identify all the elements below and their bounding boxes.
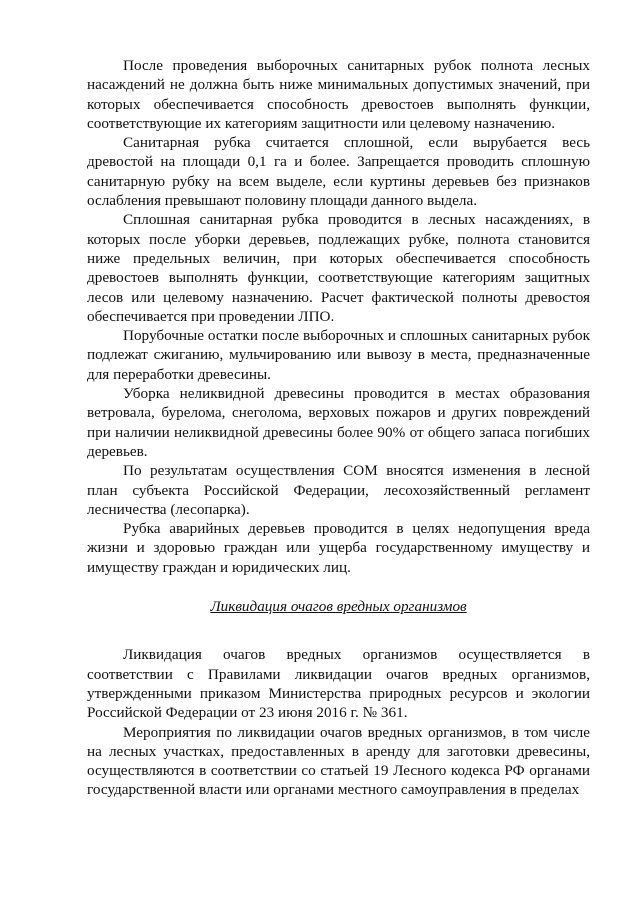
paragraph-clear-sanitary-felling-definition: Санитарная рубка считается сплошной, если вырубается весь древостой на площади 0,1 га и более. Запрещается проводить сплошную санитарную рубку на всем выделе, если куртины деревьев без признаков ослабления превышают половину площади данного выдела.	[87, 134, 590, 210]
paragraph-selective-felling-density: После проведения выборочных санитарных рубок полнота лесных насаждений не должна быть ниже минимальных допустимых значений, при которых обеспечивается способность древостоев выполнять функции, соответствующие их категориям защитности или целевому назначению.	[87, 57, 590, 132]
paragraph-hazard-trees: Рубка аварийных деревьев проводится в целях недопущения вреда жизни и здоровью граждан или ущерба государственному имуществу и имуществу граждан и юридических лиц.	[87, 520, 590, 576]
document-body	[87, 56, 590, 800]
paragraph-pest-elimination-measures: Мероприятия по ликвидации очагов вредных организмов, в том числе на лесных участках, предоставленных в аренду для заготовки древесины, осуществляются в соответствии со статьей 19 Лесного кодекса РФ органами государственной власти или органами местного самоуправления в пределах	[87, 723, 590, 799]
paragraph-pest-elimination-rules: Ликвидация очагов вредных организмов осуществляется в соответствии с Правилами ликвидации очагов вредных организмов, утвержденными приказом Министерства природных ресурсов и экологии Российской Федерации от 23 июня 2016 г. № 361.	[87, 646, 590, 722]
paragraph-forest-plan-changes: По результатам осуществления СОМ вносятся изменения в лесной план субъекта Российской Федерации, лесохозяйственный регламент лесничества (лесопарка).	[87, 462, 590, 518]
section-heading-wrapper	[87, 597, 590, 616]
paragraph-logging-residues: Порубочные остатки после выборочных и сплошных санитарных рубок подлежат сжиганию, мульчированию или вывозу в места, предназначенные для переработки древесины.	[87, 327, 590, 383]
section-heading: Ликвидация очагов вредных организмов	[210, 598, 467, 616]
paragraph-clear-sanitary-felling-conditions: Сплошная санитарная рубка проводится в лесных насаждениях, в которых после уборки деревьев, подлежащих рубке, полнота становится ниже предельных величин, при которых обеспечивается способность древостоев выполнять функции, соответствующие категориям защитных лесов или целевому назначению. Расчет фактической полноты древостоя обеспечивается при проведении ЛПО.	[87, 211, 590, 325]
paragraph-illiquid-wood-removal: Уборка неликвидной древесины проводится в местах образования ветровала, бурелома, снеголома, верховых пожаров и других повреждений при наличии неликвидной древесины более 90% от общего запаса погибших деревьев.	[87, 385, 590, 460]
